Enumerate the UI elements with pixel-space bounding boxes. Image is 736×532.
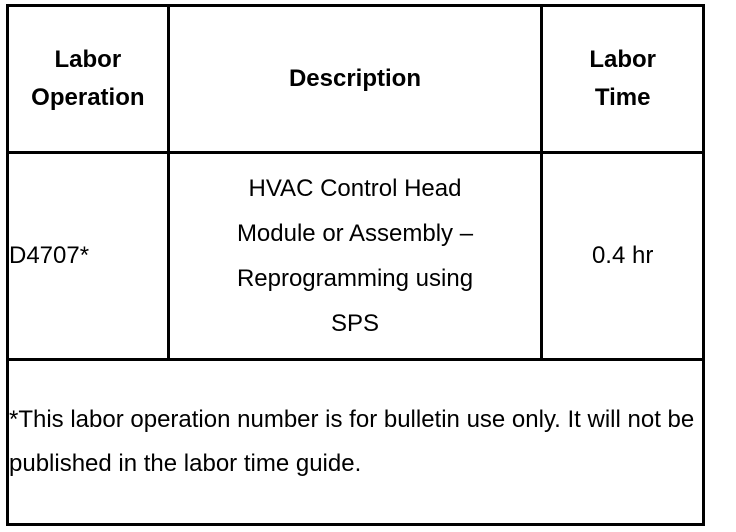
header-labor-operation-line-2: Operation: [31, 83, 145, 111]
header-description: [168, 6, 542, 153]
header-labor-operation: [8, 6, 169, 153]
description-line: HVAC Control Head: [248, 174, 462, 202]
table-row: [8, 152, 704, 359]
table-header-row: [8, 6, 704, 153]
header-labor-time-line-1: Labor: [589, 45, 656, 73]
labor-description: [168, 152, 542, 359]
header-description-label: Description: [288, 64, 421, 92]
description-line: Module or Assembly –: [236, 219, 474, 247]
footnote-text: *This labor operation number is for bulletin use only. It will not be published in the labor time guide.: [8, 360, 704, 525]
header-labor-time-line-2: Time: [594, 83, 651, 111]
footnote-row: [8, 360, 704, 525]
labor-operation-code: D4707*: [8, 152, 169, 359]
description-line: SPS: [330, 309, 379, 337]
description-line: Reprogramming using: [236, 264, 474, 292]
labor-operation-table: [6, 4, 705, 526]
header-labor-operation-line-1: Labor: [54, 45, 122, 73]
labor-time-value: 0.4 hr: [542, 152, 704, 359]
header-labor-time: [542, 6, 704, 153]
